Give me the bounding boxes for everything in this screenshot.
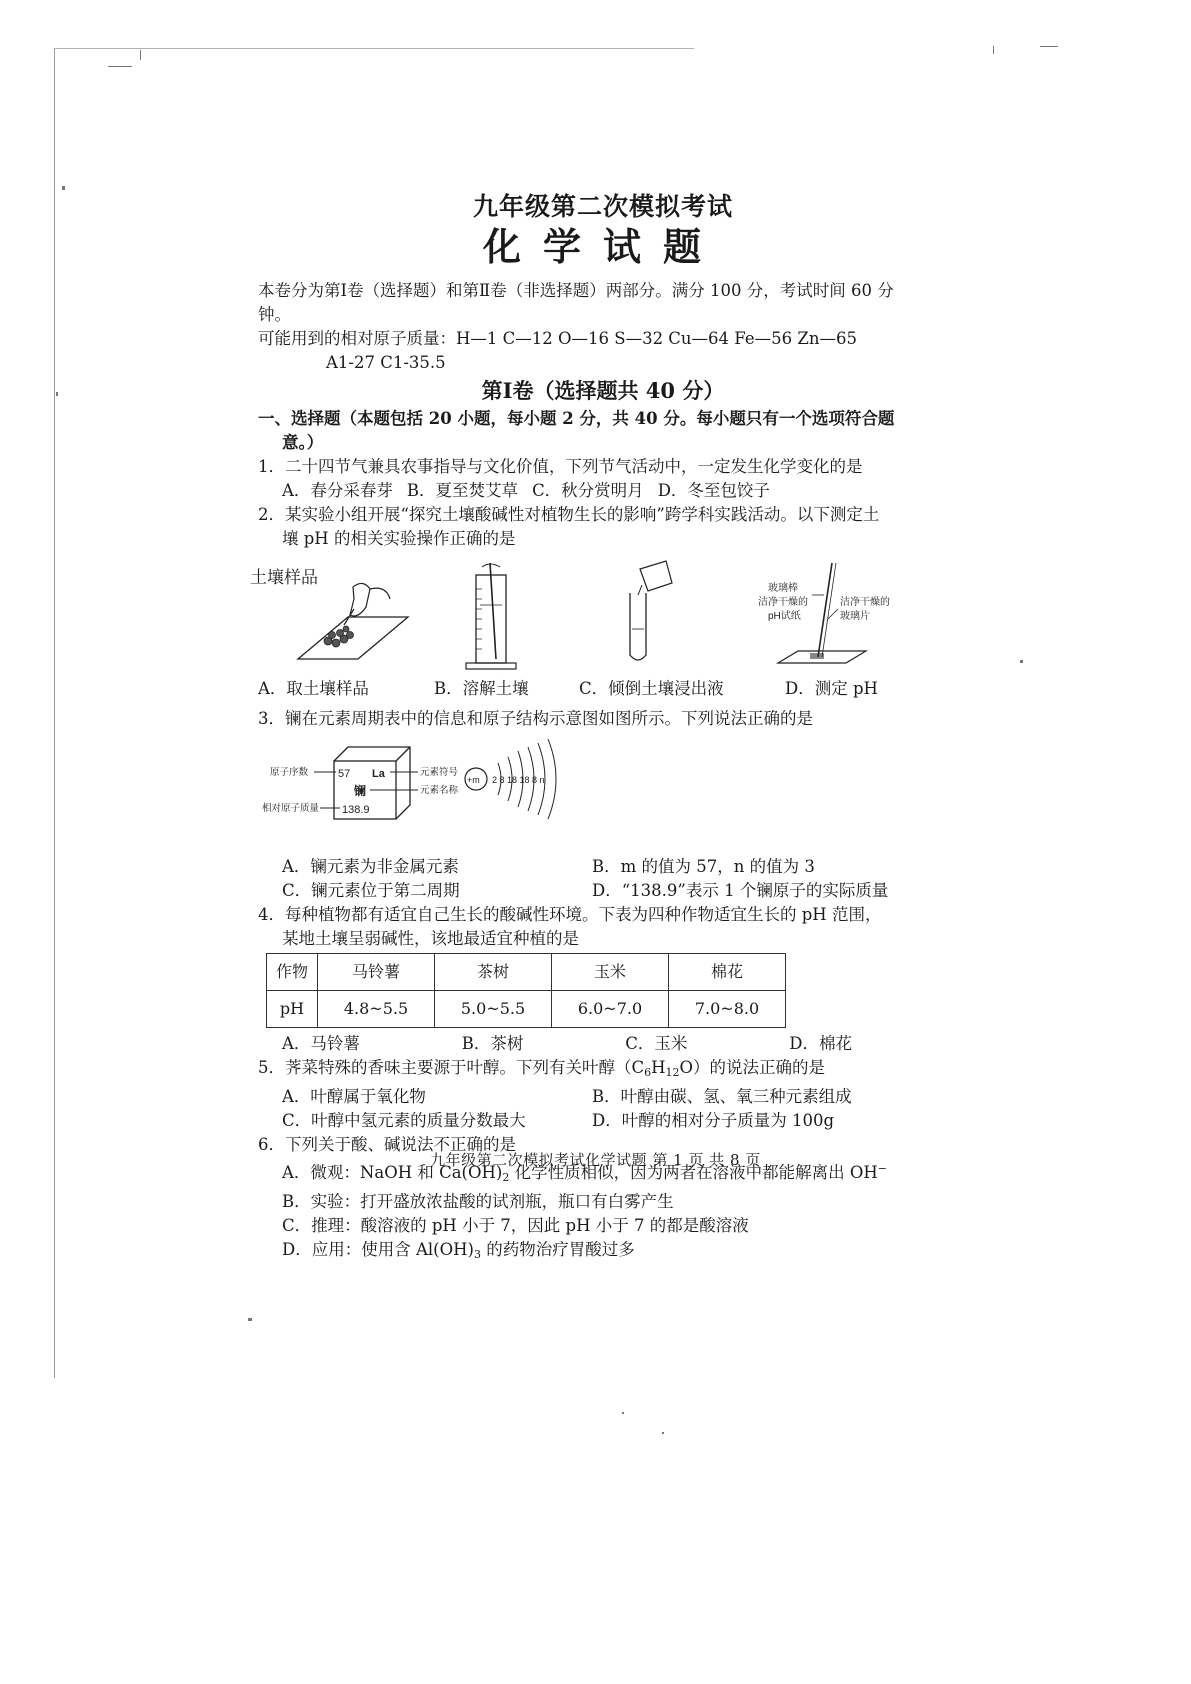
option-c[interactable]: C．推理：酸溶液的 pH 小于 7，因此 pH 小于 7 的都是酸溶液 bbox=[282, 1216, 749, 1235]
question-5-stem bbox=[258, 1056, 948, 1085]
stem-text: 5．荠菜特殊的香味主要源于叶醇。下列有关叶醇（C bbox=[258, 1058, 645, 1077]
stem-text: H bbox=[651, 1058, 666, 1077]
table-cell: 5.0~5.5 bbox=[435, 991, 552, 1028]
intro-text: 本卷分为第Ⅰ卷（选择题）和第Ⅱ卷（非选择题）两部分。满分 100 分，考试时间 60 分 bbox=[258, 281, 894, 300]
clean-dry-label-2: 洁净干燥的 bbox=[840, 597, 890, 608]
question-6-stem: 6．下列关于酸、碱说法不正确的是 bbox=[258, 1135, 516, 1154]
lanthanum-info-figure bbox=[258, 735, 948, 855]
exam-page bbox=[250, 192, 948, 1267]
figure-b-graduated-cylinder bbox=[466, 563, 516, 669]
atomic-mass-label: 相对原子质量 bbox=[262, 803, 320, 814]
table-cell: 玉米 bbox=[552, 954, 669, 991]
question-3-options bbox=[258, 855, 948, 903]
option-a[interactable]: A．取土壤样品 bbox=[258, 679, 369, 698]
scan-border-top bbox=[54, 48, 694, 49]
table-cell: 马铃薯 bbox=[318, 954, 435, 991]
option-c[interactable]: C．叶醇中氢元素的质量分数最大 bbox=[282, 1111, 526, 1130]
option-a[interactable]: A．马铃薯 bbox=[282, 1034, 360, 1053]
scan-dot bbox=[56, 392, 58, 396]
atomic-masses-cont: A1-27 C1-35.5 bbox=[326, 353, 446, 372]
option-b[interactable]: B．实验：打开盛放浓盐酸的试剂瓶，瓶口有白雾产生 bbox=[282, 1192, 674, 1211]
atomic-mass: 138.9 bbox=[342, 804, 370, 816]
subscript: 3 bbox=[473, 1248, 481, 1261]
question-2-options bbox=[258, 677, 948, 701]
scan-mark bbox=[140, 50, 141, 60]
option-text: 的药物治疗胃酸过多 bbox=[480, 1240, 635, 1259]
glass-rod-label: 玻璃棒 bbox=[768, 583, 798, 594]
glass-sheet-label: 玻璃片 bbox=[840, 611, 870, 622]
option-c[interactable]: C．玉米 bbox=[625, 1034, 688, 1053]
nucleus-charge: +m bbox=[467, 775, 480, 785]
option-d[interactable]: D．棉花 bbox=[789, 1034, 852, 1053]
scan-dot bbox=[62, 186, 65, 190]
option-d[interactable]: D．测定 pH bbox=[785, 679, 878, 698]
table-row bbox=[267, 991, 786, 1028]
question-2-stem-cont: 壤 pH 的相关实验操作正确的是 bbox=[282, 529, 516, 548]
subscript: 12 bbox=[665, 1066, 680, 1079]
scan-dot bbox=[248, 1318, 252, 1321]
name-label: 元素名称 bbox=[420, 785, 459, 796]
atomic-number-label: 原子序数 bbox=[270, 767, 309, 778]
intro-text-cont: 钟。 bbox=[258, 305, 291, 324]
option-b[interactable]: B．夏至焚艾草 bbox=[406, 481, 519, 500]
subject-title: 化学试题 bbox=[482, 224, 723, 269]
question-5-options bbox=[258, 1085, 948, 1133]
option-b[interactable]: B．溶解土壤 bbox=[434, 679, 529, 698]
question-2-figures bbox=[250, 559, 948, 677]
table-cell: 茶树 bbox=[435, 954, 552, 991]
option-b[interactable]: B．叶醇由碳、氢、氧三种元素组成 bbox=[592, 1087, 852, 1106]
question-4-stem-cont: 某地土壤呈弱碱性，该地最适宜种植的是 bbox=[282, 929, 579, 948]
option-a[interactable]: A．镧元素为非金属元素 bbox=[282, 857, 459, 876]
ph-paper-label: pH试纸 bbox=[768, 611, 801, 622]
question-4-options bbox=[258, 1032, 852, 1056]
electron-shells: 2 8 18 18 8 n bbox=[492, 775, 545, 785]
part-heading: 一、选择题（本题包括 20 小题，每小题 2 分，共 40 分。每小题只有一个选项符合题 bbox=[258, 409, 895, 428]
symbol-label: 元素符号 bbox=[420, 767, 459, 778]
option-b[interactable]: B．茶树 bbox=[461, 1034, 524, 1053]
superscript: − bbox=[877, 1162, 887, 1175]
scan-border-left bbox=[54, 48, 55, 1378]
question-3-figure bbox=[258, 735, 948, 855]
atomic-masses: 可能用到的相对原子质量：H—1 C—12 O—16 S—32 Cu—64 Fe—56 Zn—65 bbox=[258, 329, 857, 348]
part-heading-cont: 意。） bbox=[282, 433, 324, 452]
clean-dry-label: 洁净干燥的 bbox=[758, 597, 808, 608]
element-name: 镧 bbox=[354, 784, 367, 798]
option-d[interactable]: D．“138.9”表示 1 个镧原子的实际质量 bbox=[592, 881, 889, 900]
table-cell: 6.0~7.0 bbox=[552, 991, 669, 1028]
scan-mark bbox=[993, 46, 994, 54]
question-1-stem: 1．二十四节气兼具农事指导与文化价值，下列节气活动中，一定发生化学变化的是 bbox=[258, 457, 863, 476]
soil-sample-label: 土壤样品 bbox=[250, 568, 318, 587]
question-4-stem: 4．每种植物都有适宜自己生长的酸碱性环境。下表为四种作物适宜生长的 pH 范围， bbox=[258, 905, 882, 924]
table-cell: 4.8~5.5 bbox=[318, 991, 435, 1028]
option-b[interactable]: B．m 的值为 57，n 的值为 3 bbox=[592, 857, 815, 876]
subscript: 6 bbox=[644, 1066, 652, 1079]
option-c[interactable]: C．秋分赏明月 bbox=[532, 481, 644, 500]
option-text: A．微观：NaOH 和 Ca(OH) bbox=[282, 1163, 503, 1182]
table-cell: 棉花 bbox=[669, 954, 786, 991]
exam-title: 九年级第二次模拟考试 bbox=[472, 192, 733, 221]
option-d[interactable]: D．叶醇的相对分子质量为 100g bbox=[592, 1111, 835, 1130]
lab-operations-figure bbox=[250, 559, 948, 677]
scan-mark bbox=[1040, 46, 1058, 47]
atomic-number: 57 bbox=[338, 768, 351, 780]
section-title: 第Ⅰ卷（选择题共 40 分） bbox=[481, 378, 725, 403]
figure-a-soil-sampling bbox=[298, 583, 408, 659]
table-row bbox=[267, 954, 786, 991]
scan-dot bbox=[622, 1412, 624, 1414]
scan-mark bbox=[108, 66, 132, 67]
page-footer: 九年级第二次模拟考试化学试题 第 1 页 共 8 页 bbox=[430, 1151, 761, 1169]
option-a[interactable]: A．春分采春芽 bbox=[282, 481, 393, 500]
scan-dot bbox=[1020, 660, 1023, 663]
question-1-options bbox=[258, 479, 948, 503]
table-cell: pH bbox=[267, 991, 318, 1028]
option-a[interactable]: A．叶醇属于氧化物 bbox=[282, 1087, 426, 1106]
table-cell: 7.0~8.0 bbox=[669, 991, 786, 1028]
question-2-stem: 2．某实验小组开展“探究土壤酸碱性对植物生长的影响”跨学科实践活动。以下测定土 bbox=[258, 505, 880, 524]
question-3-stem: 3．镧在元素周期表中的信息和原子结构示意图如图所示。下列说法正确的是 bbox=[258, 709, 813, 728]
option-text: 化学性质相似，因为两者在溶液中都能解离出 OH bbox=[509, 1163, 878, 1182]
element-symbol: La bbox=[372, 768, 385, 780]
stem-text: O）的说法正确的是 bbox=[679, 1058, 826, 1077]
scan-dot bbox=[662, 1432, 664, 1434]
crop-ph-table bbox=[266, 953, 786, 1028]
table-cell: 作物 bbox=[267, 954, 318, 991]
subscript: 2 bbox=[502, 1171, 510, 1184]
option-d[interactable]: D．冬至包饺子 bbox=[657, 481, 770, 500]
figure-c-test-tube-pour bbox=[630, 561, 672, 660]
option-text: D．应用：使用含 Al(OH) bbox=[282, 1240, 474, 1259]
option-c[interactable]: C．镧元素位于第二周期 bbox=[282, 881, 460, 900]
option-c[interactable]: C．倾倒土壤浸出液 bbox=[579, 679, 724, 698]
option-d[interactable] bbox=[258, 1238, 948, 1267]
